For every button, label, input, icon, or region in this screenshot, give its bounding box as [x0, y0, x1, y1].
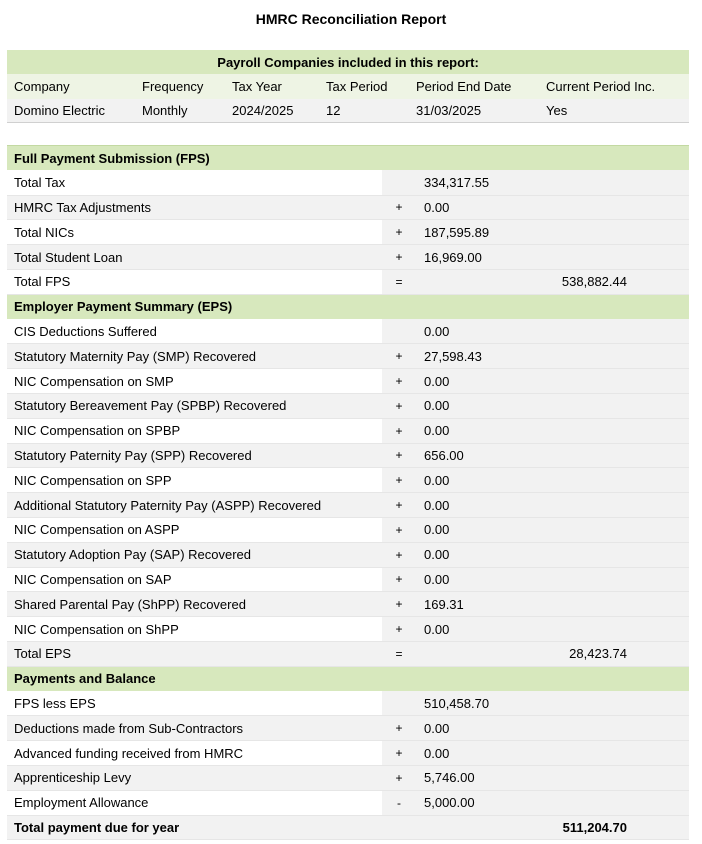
- line-total-empty: [552, 517, 689, 542]
- table-row: [7, 195, 689, 220]
- eps-total-label: Total EPS: [7, 641, 382, 666]
- report-title: HMRC Reconciliation Report: [255, 11, 447, 27]
- line-label: NIC Compensation on SPP: [7, 468, 382, 493]
- line-total-empty: [552, 170, 689, 195]
- line-total-empty: [552, 765, 689, 790]
- line-label: Deductions made from Sub-Contractors: [7, 716, 382, 741]
- fps-total-row: [7, 269, 689, 294]
- line-label: NIC Compensation on ShPP: [7, 617, 382, 642]
- payments-total-value: 511,204.70: [552, 815, 689, 840]
- table-row: [7, 245, 689, 270]
- line-operator: +: [382, 443, 416, 468]
- payments-total-operator: [382, 815, 416, 840]
- line-operator: +: [382, 418, 416, 443]
- line-total-empty: [552, 567, 689, 592]
- line-label: HMRC Tax Adjustments: [7, 195, 382, 220]
- line-operator: +: [382, 468, 416, 493]
- col-tax-period: Tax Period: [319, 74, 409, 98]
- line-operator: +: [382, 393, 416, 418]
- line-value: 510,458.70: [416, 691, 552, 716]
- table-row: [7, 369, 689, 394]
- line-label: FPS less EPS: [7, 691, 382, 716]
- table-row: [7, 443, 689, 468]
- line-operator: +: [382, 220, 416, 245]
- line-label: Shared Parental Pay (ShPP) Recovered: [7, 592, 382, 617]
- table-row: [7, 790, 689, 815]
- fps-total-label: Total FPS: [7, 269, 382, 294]
- line-label: NIC Compensation on ASPP: [7, 517, 382, 542]
- col-frequency: Frequency: [135, 74, 225, 98]
- line-label: Statutory Maternity Pay (SMP) Recovered: [7, 344, 382, 369]
- table-row: [7, 468, 689, 493]
- line-operator: -: [382, 790, 416, 815]
- line-label: CIS Deductions Suffered: [7, 319, 382, 344]
- line-total-empty: [552, 542, 689, 567]
- fps-section-header: [7, 146, 689, 171]
- col-tax-year: Tax Year: [225, 74, 319, 98]
- line-label: Additional Statutory Paternity Pay (ASPP) Recovered: [7, 493, 382, 518]
- cell-frequency: Monthly: [135, 99, 225, 123]
- line-operator: +: [382, 617, 416, 642]
- line-value: 0.00: [416, 393, 552, 418]
- col-current-period-inc: Current Period Inc.: [539, 74, 689, 98]
- line-total-empty: [552, 369, 689, 394]
- table-row: [7, 716, 689, 741]
- line-value: 0.00: [416, 493, 552, 518]
- line-value: 0.00: [416, 369, 552, 394]
- line-value: 0.00: [416, 567, 552, 592]
- eps-total-row: [7, 641, 689, 666]
- line-value: 334,317.55: [416, 170, 552, 195]
- line-operator: [382, 319, 416, 344]
- line-label: Statutory Paternity Pay (SPP) Recovered: [7, 443, 382, 468]
- table-row: [7, 517, 689, 542]
- line-value: 0.00: [416, 716, 552, 741]
- table-row: [7, 542, 689, 567]
- fps-total-operator: =: [382, 269, 416, 294]
- line-total-empty: [552, 344, 689, 369]
- line-label: Total Tax: [7, 170, 382, 195]
- payments-section-header: [7, 666, 689, 691]
- line-total-empty: [552, 245, 689, 270]
- line-total-empty: [552, 443, 689, 468]
- line-operator: +: [382, 592, 416, 617]
- line-operator: +: [382, 542, 416, 567]
- table-row: [7, 493, 689, 518]
- cell-company: Domino Electric: [7, 99, 135, 123]
- line-label: NIC Compensation on SMP: [7, 369, 382, 394]
- line-value: 0.00: [416, 542, 552, 567]
- payments-total-label: Total payment due for year: [7, 815, 382, 840]
- line-value: 0.00: [416, 418, 552, 443]
- line-label: NIC Compensation on SAP: [7, 567, 382, 592]
- line-value: 0.00: [416, 468, 552, 493]
- line-value: 16,969.00: [416, 245, 552, 270]
- line-value: 656.00: [416, 443, 552, 468]
- line-total-empty: [552, 716, 689, 741]
- line-total-empty: [552, 790, 689, 815]
- reconciliation-table: [7, 145, 689, 840]
- line-value: 0.00: [416, 617, 552, 642]
- table-row: [7, 567, 689, 592]
- table-row: [7, 393, 689, 418]
- line-total-empty: [552, 493, 689, 518]
- line-total-empty: [552, 617, 689, 642]
- table-row: [7, 592, 689, 617]
- table-row: [7, 99, 689, 123]
- line-label: Statutory Adoption Pay (SAP) Recovered: [7, 542, 382, 567]
- line-value: 0.00: [416, 517, 552, 542]
- line-value: 27,598.43: [416, 344, 552, 369]
- table-row: [7, 617, 689, 642]
- line-total-empty: [552, 418, 689, 443]
- table-row: [7, 418, 689, 443]
- line-operator: +: [382, 369, 416, 394]
- line-value: 5,000.00: [416, 790, 552, 815]
- eps-total-empty: [416, 641, 552, 666]
- line-label: Total NICs: [7, 220, 382, 245]
- table-row: [7, 344, 689, 369]
- payments-section-title: Payments and Balance: [7, 666, 689, 691]
- line-operator: +: [382, 245, 416, 270]
- eps-total-value: 28,423.74: [552, 641, 689, 666]
- line-operator: +: [382, 493, 416, 518]
- fps-total-empty: [416, 269, 552, 294]
- line-label: Statutory Bereavement Pay (SPBP) Recovered: [7, 393, 382, 418]
- line-operator: +: [382, 716, 416, 741]
- table-row: [7, 765, 689, 790]
- companies-table: [7, 50, 689, 123]
- payments-total-row: [7, 815, 689, 840]
- table-row: [7, 319, 689, 344]
- payments-total-empty: [416, 815, 552, 840]
- line-label: Apprenticeship Levy: [7, 765, 382, 790]
- line-total-empty: [552, 741, 689, 766]
- eps-section-header: [7, 294, 689, 319]
- line-operator: +: [382, 741, 416, 766]
- table-row: [7, 220, 689, 245]
- cell-current-period-inc: Yes: [539, 99, 689, 123]
- line-value: 0.00: [416, 195, 552, 220]
- fps-section-title: Full Payment Submission (FPS): [7, 146, 689, 171]
- col-company: Company: [7, 74, 135, 98]
- line-label: NIC Compensation on SPBP: [7, 418, 382, 443]
- table-row: [7, 741, 689, 766]
- companies-column-headers: [7, 74, 689, 98]
- line-total-empty: [552, 220, 689, 245]
- line-value: 169.31: [416, 592, 552, 617]
- line-value: 0.00: [416, 319, 552, 344]
- table-row: [7, 691, 689, 716]
- cell-tax-year: 2024/2025: [225, 99, 319, 123]
- line-total-empty: [552, 592, 689, 617]
- col-period-end-date: Period End Date: [409, 74, 539, 98]
- line-total-empty: [552, 195, 689, 220]
- eps-total-operator: =: [382, 641, 416, 666]
- table-row: [7, 170, 689, 195]
- line-operator: [382, 170, 416, 195]
- fps-total-value: 538,882.44: [552, 269, 689, 294]
- line-operator: +: [382, 765, 416, 790]
- line-total-empty: [552, 393, 689, 418]
- line-operator: +: [382, 344, 416, 369]
- eps-section-title: Employer Payment Summary (EPS): [7, 294, 689, 319]
- line-operator: [382, 691, 416, 716]
- line-operator: +: [382, 567, 416, 592]
- line-operator: +: [382, 517, 416, 542]
- cell-period-end-date: 31/03/2025: [409, 99, 539, 123]
- cell-tax-period: 12: [319, 99, 409, 123]
- line-value: 0.00: [416, 741, 552, 766]
- companies-header: Payroll Companies included in this report:: [7, 50, 689, 74]
- line-label: Advanced funding received from HMRC: [7, 741, 382, 766]
- line-total-empty: [552, 468, 689, 493]
- line-value: 187,595.89: [416, 220, 552, 245]
- line-label: Employment Allowance: [7, 790, 382, 815]
- line-label: Total Student Loan: [7, 245, 382, 270]
- line-operator: +: [382, 195, 416, 220]
- line-total-empty: [552, 691, 689, 716]
- line-total-empty: [552, 319, 689, 344]
- line-value: 5,746.00: [416, 765, 552, 790]
